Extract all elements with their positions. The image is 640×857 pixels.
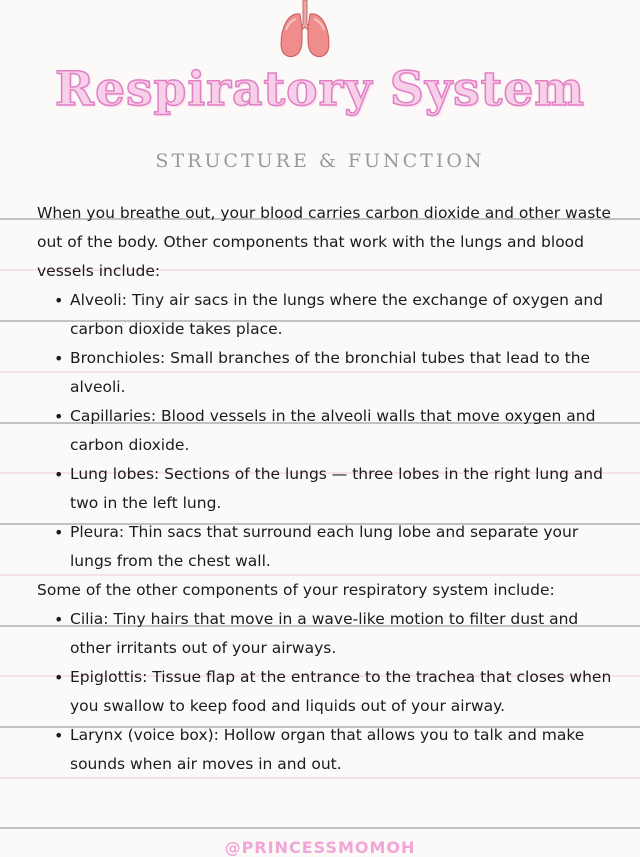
- intro-paragraph: When you breathe out, your blood carries carbon dioxide and other waste out of the body. Other components that work with the lungs and blood vessels include:: [37, 204, 611, 280]
- page-title: Respiratory System: [55, 62, 585, 117]
- page-subtitle: STRUCTURE & FUNCTION: [155, 150, 485, 172]
- second-intro-paragraph: Some of the other components of your respiratory system include:: [37, 581, 555, 599]
- list-item: • Capillaries: Blood vessels in the alveoli walls that move oxygen and carbon dioxide.: [70, 402, 622, 460]
- content-body: [37, 199, 622, 779]
- components-list: [37, 286, 622, 576]
- author-handle: @PRINCESSMOMOH: [224, 838, 416, 857]
- list-item: • Lung lobes: Sections of the lungs — three lobes in the right lung and two in the left lung.: [70, 460, 622, 518]
- list-item: • Bronchioles: Small branches of the bronchial tubes that lead to the alveoli.: [70, 344, 622, 402]
- lungs-icon: [280, 0, 330, 58]
- list-item: • Pleura: Thin sacs that surround each lung lobe and separate your lungs from the chest wall.: [70, 518, 622, 576]
- list-item: • Alveoli: Tiny air sacs in the lungs where the exchange of oxygen and carbon dioxide takes place.: [70, 286, 622, 344]
- list-item: • Cilia: Tiny hairs that move in a wave-like motion to filter dust and other irritants out of your airways.: [70, 605, 622, 663]
- list-item: • Epiglottis: Tissue flap at the entrance to the trachea that closes when you swallow to keep food and liquids out of your airway.: [70, 663, 622, 721]
- other-components-list: [37, 605, 622, 779]
- list-item: • Larynx (voice box): Hollow organ that allows you to talk and make sounds when air moves in and out.: [70, 721, 622, 779]
